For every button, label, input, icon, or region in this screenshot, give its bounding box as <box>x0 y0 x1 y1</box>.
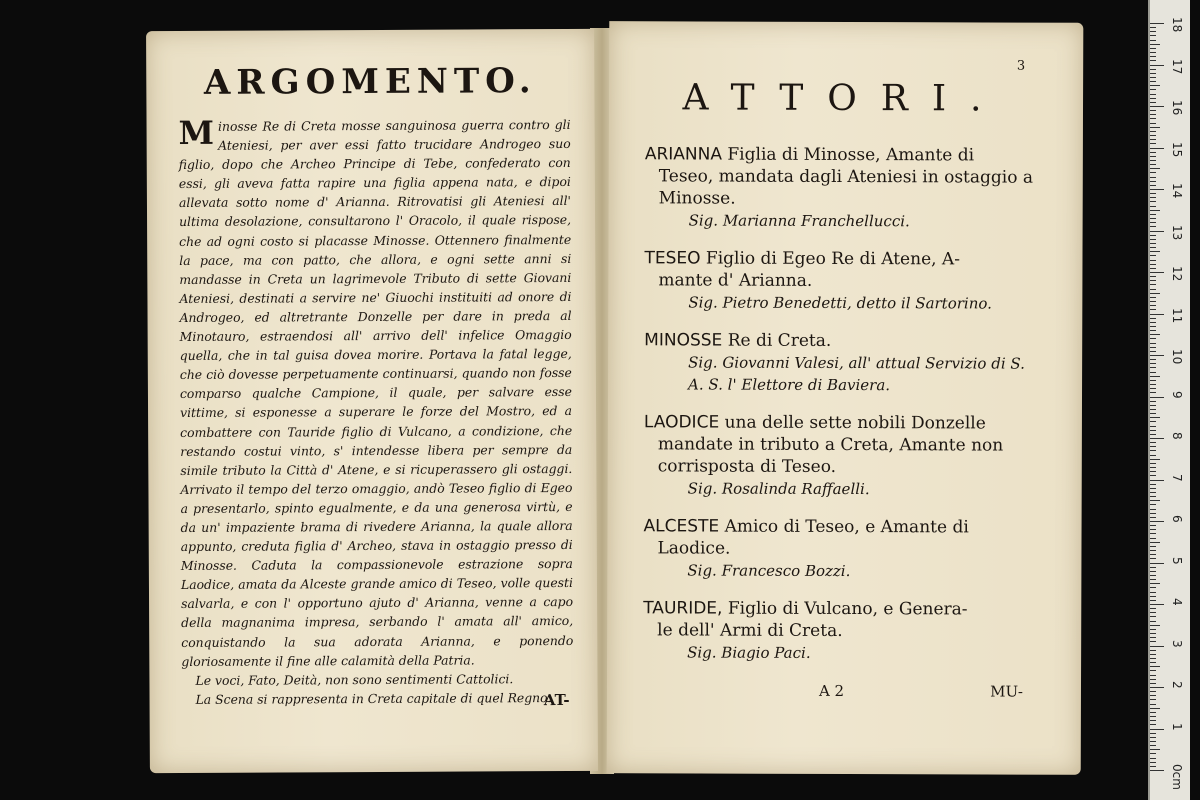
ruler-minor-tick <box>1150 343 1156 344</box>
ruler-minor-tick <box>1150 268 1156 269</box>
ruler-minor-tick <box>1150 434 1156 435</box>
ruler-minor-tick <box>1150 193 1156 194</box>
ruler-minor-tick <box>1150 513 1156 514</box>
ruler-minor-tick <box>1150 405 1156 406</box>
role-description: una delle sette nobili Donzelle <box>719 412 986 434</box>
ruler-minor-tick <box>1150 417 1160 418</box>
ruler-minor-tick <box>1150 293 1160 294</box>
ruler-minor-tick <box>1150 81 1156 82</box>
ruler-minor-tick <box>1150 89 1156 90</box>
ruler-minor-tick <box>1150 679 1156 680</box>
ruler-minor-tick <box>1150 409 1156 410</box>
ruler-minor-tick <box>1150 338 1156 339</box>
role-name: TAURIDE, <box>643 598 723 619</box>
ruler-minor-tick <box>1150 525 1156 526</box>
ruler-minor-tick <box>1150 301 1156 302</box>
ruler-tick <box>1150 23 1164 24</box>
ruler-minor-tick <box>1150 48 1156 49</box>
ruler-minor-tick <box>1150 446 1156 447</box>
ruler-minor-tick <box>1150 289 1156 290</box>
role-name: MINOSSE <box>644 330 723 351</box>
ruler-minor-tick <box>1150 587 1156 588</box>
ruler-minor-tick <box>1150 376 1160 377</box>
ruler-tick <box>1150 480 1164 481</box>
measuring-ruler <box>1148 0 1190 800</box>
ruler-minor-tick <box>1150 737 1156 738</box>
ruler-label: 12 <box>1170 266 1184 282</box>
signature-mark: A 2 <box>818 681 845 700</box>
performer-name: Sig. Pietro Benedetti, detto il Sartorino. <box>688 293 992 313</box>
ruler-tick <box>1150 687 1164 688</box>
role-description-cont: le dell' Armi di Creta. <box>657 620 843 641</box>
ruler-minor-tick <box>1150 695 1156 696</box>
ruler-minor-tick <box>1150 226 1156 227</box>
ruler-minor-tick <box>1150 351 1156 352</box>
ruler-minor-tick <box>1150 172 1156 173</box>
ruler-minor-tick <box>1150 206 1156 207</box>
ruler-minor-tick <box>1150 558 1156 559</box>
ruler-minor-tick <box>1150 127 1160 128</box>
ruler-minor-tick <box>1150 637 1156 638</box>
ruler-tick <box>1150 646 1164 647</box>
ruler-minor-tick <box>1150 492 1156 493</box>
ruler-minor-tick <box>1150 85 1160 86</box>
ruler-minor-tick <box>1150 758 1156 759</box>
ruler-minor-tick <box>1150 546 1156 547</box>
ruler-minor-tick <box>1150 210 1160 211</box>
performer-name: Sig. Francesco Bozzi. <box>687 561 851 581</box>
ruler-tick <box>1150 729 1164 730</box>
ruler-minor-tick <box>1150 666 1160 667</box>
role-name: ARIANNA <box>644 144 723 165</box>
ruler-minor-tick <box>1150 44 1160 45</box>
ruler-minor-tick <box>1150 579 1156 580</box>
ruler-minor-tick <box>1150 372 1156 373</box>
ruler-tick <box>1150 189 1164 190</box>
ruler-minor-tick <box>1150 305 1156 306</box>
ruler-label: 18 <box>1170 17 1184 33</box>
ruler-label: 17 <box>1170 58 1184 74</box>
argomento-body <box>179 115 574 709</box>
ruler-minor-tick <box>1150 264 1156 265</box>
ruler-label: 5 <box>1170 556 1184 565</box>
ruler-label: 16 <box>1170 100 1184 116</box>
ruler-minor-tick <box>1150 164 1156 165</box>
ruler-minor-tick <box>1150 554 1156 555</box>
ruler-tick <box>1150 397 1164 398</box>
ruler-minor-tick <box>1150 367 1156 368</box>
ruler-minor-tick <box>1150 625 1160 626</box>
ruler-minor-tick <box>1150 633 1156 634</box>
ruler-minor-tick <box>1150 347 1156 348</box>
ruler-label: 2 <box>1170 681 1184 689</box>
ruler-minor-tick <box>1150 152 1156 153</box>
ruler-minor-tick <box>1150 592 1156 593</box>
ruler-minor-tick <box>1150 69 1156 70</box>
ruler-minor-tick <box>1150 612 1156 613</box>
ruler-minor-tick <box>1150 708 1160 709</box>
ruler-minor-tick <box>1150 741 1156 742</box>
ruler-minor-tick <box>1150 670 1156 671</box>
ruler-tick <box>1150 604 1164 605</box>
ruler-tick <box>1150 438 1164 439</box>
ruler-minor-tick <box>1150 98 1156 99</box>
ruler-minor-tick <box>1150 641 1156 642</box>
ruler-minor-tick <box>1150 251 1160 252</box>
role-description: Amico di Teseo, e Amante di <box>719 516 969 538</box>
ruler-minor-tick <box>1150 143 1156 144</box>
ruler-minor-tick <box>1150 392 1156 393</box>
role-description: Figlia di Minosse, Amante di <box>721 144 975 166</box>
ruler-minor-tick <box>1150 442 1156 443</box>
ruler-minor-tick <box>1150 388 1156 389</box>
ruler-minor-tick <box>1150 201 1156 202</box>
ruler-tick <box>1150 563 1164 564</box>
ruler-label: 0cm <box>1170 764 1184 790</box>
right-page <box>607 21 1084 775</box>
ruler-minor-tick <box>1150 413 1156 414</box>
ruler-minor-tick <box>1150 704 1156 705</box>
ruler-minor-tick <box>1150 218 1156 219</box>
role-name: ALCESTE <box>643 516 720 537</box>
ruler-minor-tick <box>1150 745 1156 746</box>
ruler-minor-tick <box>1150 363 1156 364</box>
ruler-minor-tick <box>1150 467 1156 468</box>
ruler-minor-tick <box>1150 654 1156 655</box>
ruler-minor-tick <box>1150 31 1156 32</box>
ruler-minor-tick <box>1150 35 1156 36</box>
ruler-minor-tick <box>1150 260 1156 261</box>
cast-entry <box>644 411 1044 500</box>
ruler-label: 6 <box>1170 515 1184 523</box>
ruler-minor-tick <box>1150 691 1156 692</box>
ruler-minor-tick <box>1150 280 1156 281</box>
ruler-minor-tick <box>1150 276 1156 277</box>
ruler-minor-tick <box>1150 596 1156 597</box>
ruler-minor-tick <box>1150 724 1156 725</box>
role-description-cont: Laodice. <box>657 538 731 559</box>
ruler-minor-tick <box>1150 284 1156 285</box>
ruler-minor-tick <box>1150 52 1156 53</box>
ruler-minor-tick <box>1150 712 1156 713</box>
ruler-minor-tick <box>1150 766 1156 767</box>
ruler-minor-tick <box>1150 214 1156 215</box>
ruler-minor-tick <box>1150 538 1156 539</box>
ruler-minor-tick <box>1150 650 1156 651</box>
ruler-minor-tick <box>1150 40 1156 41</box>
ruler-minor-tick <box>1150 571 1156 572</box>
cast-entry <box>644 329 1044 396</box>
ruler-minor-tick <box>1150 94 1156 95</box>
left-catchword: AT- <box>543 690 570 710</box>
ruler-minor-tick <box>1150 168 1160 169</box>
ruler-minor-tick <box>1150 662 1156 663</box>
ruler-minor-tick <box>1150 459 1160 460</box>
ruler-minor-tick <box>1150 471 1156 472</box>
ruler-minor-tick <box>1150 463 1156 464</box>
performer-name: Sig. Biagio Paci. <box>687 643 811 662</box>
ruler-minor-tick <box>1150 600 1156 601</box>
ruler-minor-tick <box>1150 235 1156 236</box>
ruler-minor-tick <box>1150 243 1156 244</box>
ruler-minor-tick <box>1150 450 1156 451</box>
ruler-minor-tick <box>1150 156 1156 157</box>
ruler-minor-tick <box>1150 73 1156 74</box>
cast-entry <box>643 515 1043 582</box>
ruler-tick <box>1150 231 1164 232</box>
ruler-minor-tick <box>1150 608 1156 609</box>
ruler-minor-tick <box>1150 160 1156 161</box>
ruler-minor-tick <box>1150 247 1156 248</box>
ruler-label: 15 <box>1170 141 1184 157</box>
catholic-note: Le voci, Fato, Deità, non sono sentimenti Cattolici. <box>195 670 514 688</box>
performer-name: Sig. Rosalinda Raffaelli. <box>687 479 870 499</box>
argomento-title: ARGOMENTO. <box>203 61 537 103</box>
ruler-minor-tick <box>1150 575 1156 576</box>
role-description-cont: mante d' Arianna. <box>658 270 813 291</box>
ruler-minor-tick <box>1150 131 1156 132</box>
ruler-minor-tick <box>1150 181 1156 182</box>
ruler-minor-tick <box>1150 197 1156 198</box>
ruler-minor-tick <box>1150 401 1156 402</box>
ruler-minor-tick <box>1150 484 1156 485</box>
ruler-minor-tick <box>1150 753 1156 754</box>
scene-note: La Scena si rappresenta in Creta capitale di quel Regno. <box>195 689 552 707</box>
ruler-tick <box>1150 272 1164 273</box>
ruler-minor-tick <box>1150 583 1160 584</box>
ruler-tick <box>1150 65 1164 66</box>
ruler-minor-tick <box>1150 255 1156 256</box>
ruler-minor-tick <box>1150 334 1160 335</box>
cast-list <box>643 143 1045 680</box>
ruler-minor-tick <box>1150 185 1156 186</box>
ruler-minor-tick <box>1150 720 1156 721</box>
ruler-minor-tick <box>1150 509 1156 510</box>
ruler-minor-tick <box>1150 542 1160 543</box>
page-number: 3 <box>1016 58 1026 74</box>
ruler-label: 10 <box>1170 349 1184 365</box>
ruler-minor-tick <box>1150 222 1156 223</box>
ruler-minor-tick <box>1150 504 1156 505</box>
cast-entry <box>644 247 1044 314</box>
ruler-minor-tick <box>1150 616 1156 617</box>
right-catchword: MU- <box>990 682 1024 701</box>
ruler-label: 13 <box>1170 224 1184 240</box>
ruler-minor-tick <box>1150 421 1156 422</box>
ruler-minor-tick <box>1150 675 1156 676</box>
ruler-minor-tick <box>1150 496 1156 497</box>
role-description: Figlio di Vulcano, e Genera- <box>722 598 968 620</box>
ruler-label: 7 <box>1170 473 1184 482</box>
ruler-minor-tick <box>1150 102 1156 103</box>
ruler-minor-tick <box>1150 139 1156 140</box>
ruler-minor-tick <box>1150 550 1156 551</box>
role-description: Re di Creta. <box>722 330 832 351</box>
ruler-minor-tick <box>1150 114 1156 115</box>
ruler-tick <box>1150 106 1164 107</box>
attori-title: ATTORI. <box>682 77 1006 120</box>
ruler-minor-tick <box>1150 297 1156 298</box>
ruler-minor-tick <box>1150 762 1156 763</box>
ruler-minor-tick <box>1150 309 1156 310</box>
ruler-minor-tick <box>1150 426 1156 427</box>
role-description-cont: mandate in tributo a Creta, Amante non corrisposta di Teseo. <box>657 434 1004 477</box>
role-name: LAODICE <box>643 412 720 433</box>
cast-entry <box>645 143 1045 232</box>
role-description-cont: Teseo, mandata dagli Ateniesi in ostaggio a Minosse. <box>658 166 1034 209</box>
ruler-minor-tick <box>1150 683 1156 684</box>
ruler-minor-tick <box>1150 629 1156 630</box>
ruler-minor-tick <box>1150 177 1156 178</box>
ruler-minor-tick <box>1150 135 1156 136</box>
ruler-label: 1 <box>1170 722 1184 731</box>
ruler-minor-tick <box>1150 475 1156 476</box>
ruler-minor-tick <box>1150 322 1156 323</box>
ruler-minor-tick <box>1150 455 1156 456</box>
ruler-label: 4 <box>1170 598 1184 606</box>
ruler-minor-tick <box>1150 77 1156 78</box>
ruler-minor-tick <box>1150 716 1156 717</box>
ruler-minor-tick <box>1150 533 1156 534</box>
ruler-label: 11 <box>1170 307 1184 323</box>
ruler-minor-tick <box>1150 384 1156 385</box>
ruler-minor-tick <box>1150 110 1156 111</box>
ruler-minor-tick <box>1150 330 1156 331</box>
ruler-minor-tick <box>1150 500 1160 501</box>
ruler-tick <box>1150 355 1164 356</box>
drop-cap: M <box>178 113 215 153</box>
ruler-minor-tick <box>1150 658 1156 659</box>
ruler-minor-tick <box>1150 318 1156 319</box>
performer-name: Sig. Giovanni Valesi, all' attual Servizio di S. A. S. l' Elettore di Baviera. <box>688 353 1025 395</box>
ruler-tick <box>1150 770 1164 771</box>
ruler-minor-tick <box>1150 326 1156 327</box>
ruler-minor-tick <box>1150 529 1156 530</box>
ruler-minor-tick <box>1150 118 1156 119</box>
ruler-label: 3 <box>1170 639 1184 648</box>
ruler-label: 14 <box>1170 183 1184 199</box>
cast-entry <box>643 597 1043 664</box>
ruler-minor-tick <box>1150 123 1156 124</box>
ruler-minor-tick <box>1150 60 1156 61</box>
ruler-label: 8 <box>1170 432 1184 440</box>
ruler-minor-tick <box>1150 430 1156 431</box>
ruler-minor-tick <box>1150 517 1156 518</box>
role-name: TESEO <box>644 248 701 269</box>
ruler-minor-tick <box>1150 621 1156 622</box>
ruler-minor-tick <box>1150 567 1156 568</box>
ruler-tick <box>1150 148 1164 149</box>
ruler-label: 9 <box>1170 390 1184 399</box>
ruler-minor-tick <box>1150 733 1156 734</box>
role-description: Figlio di Egeo Re di Atene, A- <box>700 248 961 270</box>
ruler-minor-tick <box>1150 359 1156 360</box>
ruler-minor-tick <box>1150 488 1156 489</box>
ruler-minor-tick <box>1150 56 1156 57</box>
ruler-minor-tick <box>1150 380 1156 381</box>
left-page <box>146 29 598 773</box>
ruler-minor-tick <box>1150 239 1156 240</box>
ruler-minor-tick <box>1150 27 1156 28</box>
ruler-minor-tick <box>1150 699 1156 700</box>
ruler-minor-tick <box>1150 749 1160 750</box>
performer-name: Sig. Marianna Franchellucci. <box>688 211 910 231</box>
ruler-tick <box>1150 314 1164 315</box>
ruler-tick <box>1150 521 1164 522</box>
argomento-paragraph: Minosse Re di Creta mosse sanguinosa guerra contro gli Ateniesi, per aver essi fatto trucidare Androgeo suo figlio, dopo che Archeo Principe di Tebe, confederato con essi, gli aveva fatta rapire una figlia appena nata, e dipoi allevata sotto nome d' Arianna. Ritrovatisi gli Ateniesi all' ultima desolazione, consultarono l' Oracolo, il quale rispose, che ad ogni costo si placasse Minosse. Ottennero finalmente la pace, ma con patto, che allora, e ogni sette anni si mandasse in Creta un lagrimevole Tributo di sette Giovani Ateniesi, destinati a servire ne' Giuochi instituiti ad onore di Androgeo, ed altretrante Donzelle per dare in preda al Minotauro, estraendosi all' arrivo dell' infelice Omaggio quella, che in tal guisa dovea morire. Portava la fatal legge, che ciò dovesse perpetuamente continuarsi, quando non fosse comparso qualche Campione, il quale, per salvare esse vittime, si esponesse a superare le forze del Mostro, ed a combattere con Tauride figlio di Vulcano, a condizione, che restando costui vinto, s' intendesse libera per sempre da simile tributo la Città d' Atene, e si ricuperassero gli ostaggi. Arrivato il tempo del terzo omaggio, andò Teseo figlio di Egeo a presentarlo, spinto egualmente, e da una generosa virtù, e da un' impaziente brama di rivedere Arianna, la quale allora appunto, creduta figlia d' Archeo, stava in ostaggio presso di Minosse. Caduta la compassionevole estrazione sopra Laodice, amata da Alceste grande amico di Teseo, volle questi salvarla, e con l' opportuno ajuto d' Arianna, venne a capo della magnanima impresa, serbando l' amata all' amico, conquistando la sua adorata Arianna, e ponendo gloriosamente il fine alle calamità della Patria. <box>178 113 574 669</box>
